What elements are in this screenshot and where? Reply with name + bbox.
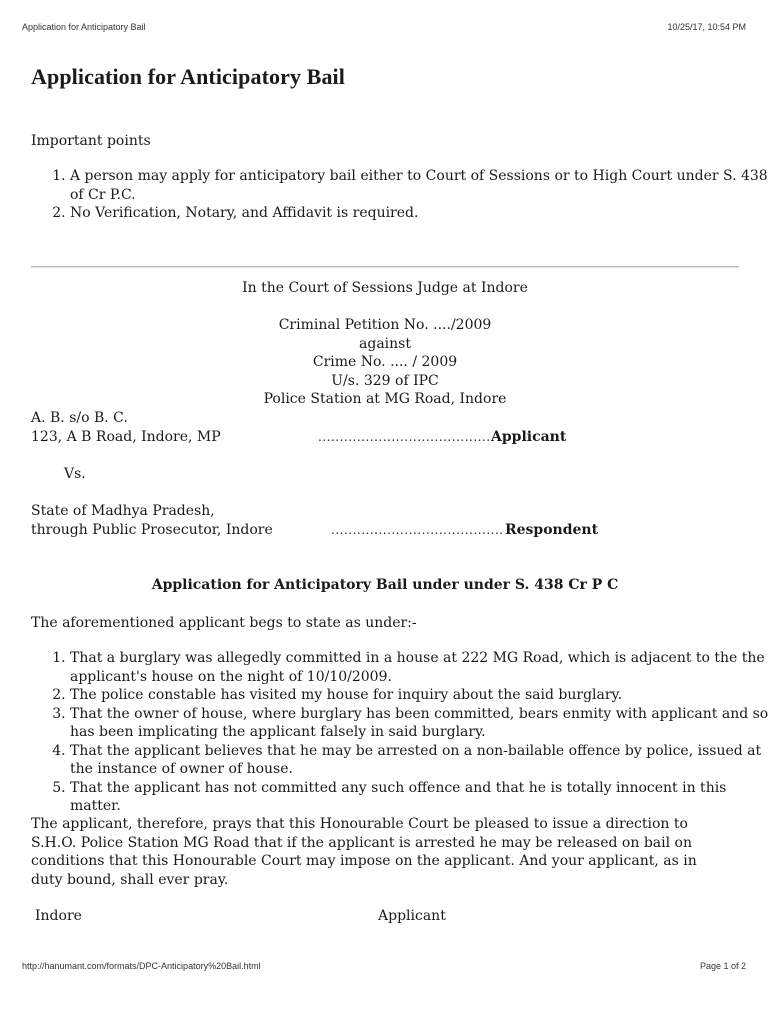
intro-text: The aforementioned applicant begs to state as under:- (31, 615, 417, 631)
petition-block (31, 316, 739, 409)
petition-against: against (359, 335, 411, 352)
versus-label: Vs. (64, 466, 86, 482)
application-heading: Application for Anticipatory Bail under under S. 438 Cr P C (151, 577, 619, 593)
print-footer-page: Page 1 of 2 (699, 961, 746, 971)
page-title: Application for Anticipatory Bail (31, 64, 345, 89)
grounds-list (31, 649, 768, 816)
respondent-role: Respondent (505, 522, 599, 538)
horizontal-divider (31, 266, 739, 268)
list-item: 1. A person may apply for anticipatory bail either to Court of Sessions or to High Court under S. 438 of Cr P.C. (70, 167, 768, 204)
petition-number: Criminal Petition No. ..../2009 (278, 317, 492, 333)
applicant-address: 123, A B Road, Indore, MP (31, 429, 221, 445)
print-footer-url: http://hanumant.com/formats/DPC-Anticipatory%20Bail.html (22, 961, 261, 971)
police-station: Police Station at MG Road, Indore (263, 391, 507, 407)
court-name: In the Court of Sessions Judge at Indore (242, 280, 528, 296)
list-item: 3. That the owner of house, where burglary has been committed, bears enmity with applicant and so has been implicating the applicant falsely in said burglary. (70, 705, 768, 742)
applicant-dots: ........................................ (318, 430, 491, 444)
print-header-title: Application for Anticipatory Bail (22, 22, 146, 32)
applicant-name: A. B. s/o B. C. (31, 410, 128, 426)
respondent-name: State of Madhya Pradesh, (31, 503, 215, 519)
print-header-timestamp: 10/25/17, 10:54 PM (667, 22, 746, 32)
important-points-label: Important points (31, 133, 151, 149)
prayer-paragraph: The applicant, therefore, prays that this Honourable Court be pleased to issue a direction to S.H.O. Police Station MG Road that if the applicant is arrested he may be released on bail on conditions that this Honourable Court may impose on the applicant. And your applicant, as in duty bound, shall ever pray. (31, 816, 697, 888)
list-item: 1. That a burglary was allegedly committed in a house at 222 MG Road, which is adjacent to the the applicant's house on the night of 10/10/2009. (70, 649, 768, 686)
crime-number: Crime No. .... / 2009 (312, 354, 458, 370)
important-points-list (31, 167, 768, 223)
signature-applicant: Applicant (378, 908, 446, 924)
applicant-role: Applicant (491, 429, 567, 445)
list-item: 2. No Verification, Notary, and Affidavit is required. (70, 204, 768, 223)
list-item: 4. That the applicant believes that he may be arrested on a non-bailable offence by police, issued at the instance of owner of house. (70, 742, 768, 779)
respondent-dots: ........................................ (331, 523, 504, 537)
section-ref: U/s. 329 of IPC (331, 372, 439, 389)
list-item: 2. The police constable has visited my house for inquiry about the said burglary. (70, 686, 768, 705)
signature-place: Indore (35, 908, 82, 924)
list-item: 5. That the applicant has not committed any such offence and that he is totally innocent in this matter. (70, 779, 768, 816)
respondent-through: through Public Prosecutor, Indore (31, 522, 273, 538)
